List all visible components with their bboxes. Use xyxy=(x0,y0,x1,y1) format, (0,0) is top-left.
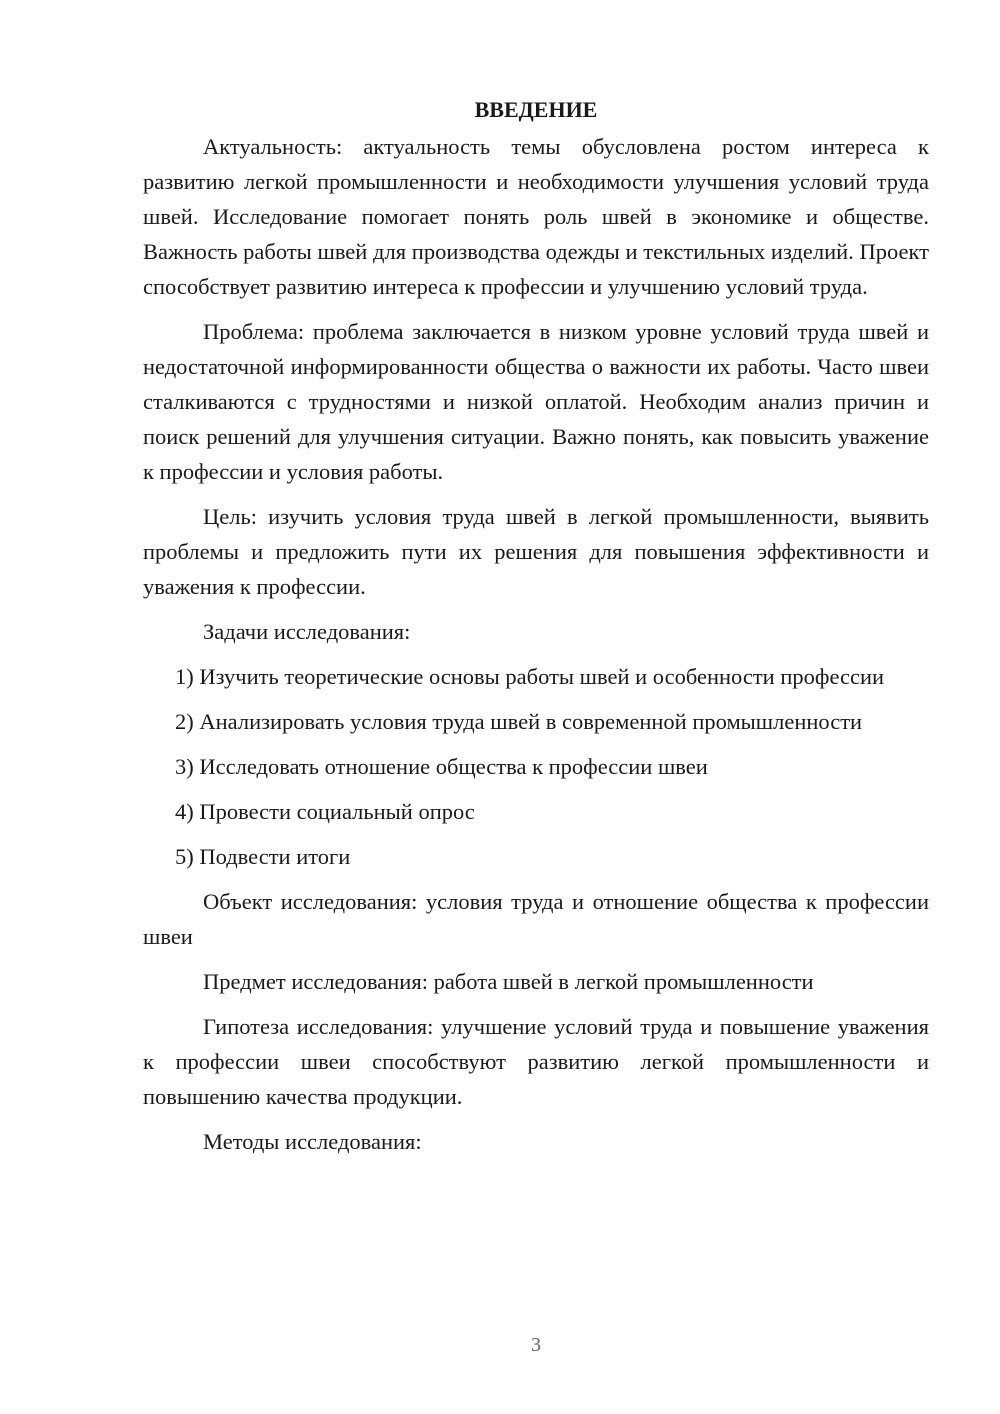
tasks-heading: Задачи исследования: xyxy=(203,619,411,644)
task-item-5: 5) Подвести итоги xyxy=(175,844,351,869)
page-content xyxy=(143,94,929,1169)
subject-paragraph: Предмет исследования: работа швей в легкой промышленности xyxy=(203,969,814,994)
problem-paragraph: Проблема: проблема заключается в низком уровне условий труда швей и недостаточной информированности общества о важности их работы. Часто швеи сталкиваются с трудностями и низкой оплатой. Необходим анализ причин и поиск решений для улучшения ситуации. Важно понять, как повысить уважение к профессии и условия работы. xyxy=(143,319,929,484)
page-number: 3 xyxy=(531,1334,541,1356)
goal-paragraph: Цель: изучить условия труда швей в легкой промышленности, выявить проблемы и предложить пути их решения для повышения эффективности и уважения к профессии. xyxy=(143,504,929,599)
task-item-3: 3) Исследовать отношение общества к профессии швеи xyxy=(175,754,708,779)
task-item-4: 4) Провести социальный опрос xyxy=(175,799,475,824)
methods-heading: Методы исследования: xyxy=(203,1129,422,1154)
hypothesis-paragraph: Гипотеза исследования: улучшение условий труда и повышение уважения к профессии швеи способствуют развитию легкой промышленности и повышению качества продукции. xyxy=(143,1014,929,1109)
task-item-2: 2) Анализировать условия труда швей в современной промышленности xyxy=(175,709,863,734)
task-item-1: 1) Изучить теоретические основы работы швей и особенности профессии xyxy=(175,664,885,689)
page-title: ВВЕДЕНИЕ xyxy=(474,97,598,122)
relevance-paragraph: Актуальность: актуальность темы обусловлена ростом интереса к развитию легкой промышленности и необходимости улучшения условий труда швей. Исследование помогает понять роль швей в экономике и обществе. Важность работы швей для производства одежды и текстильных изделий. Проект способствует развитию интереса к профессии и улучшению условий труда. xyxy=(143,134,929,299)
object-paragraph: Объект исследования: условия труда и отношение общества к профессии швеи xyxy=(143,889,929,949)
